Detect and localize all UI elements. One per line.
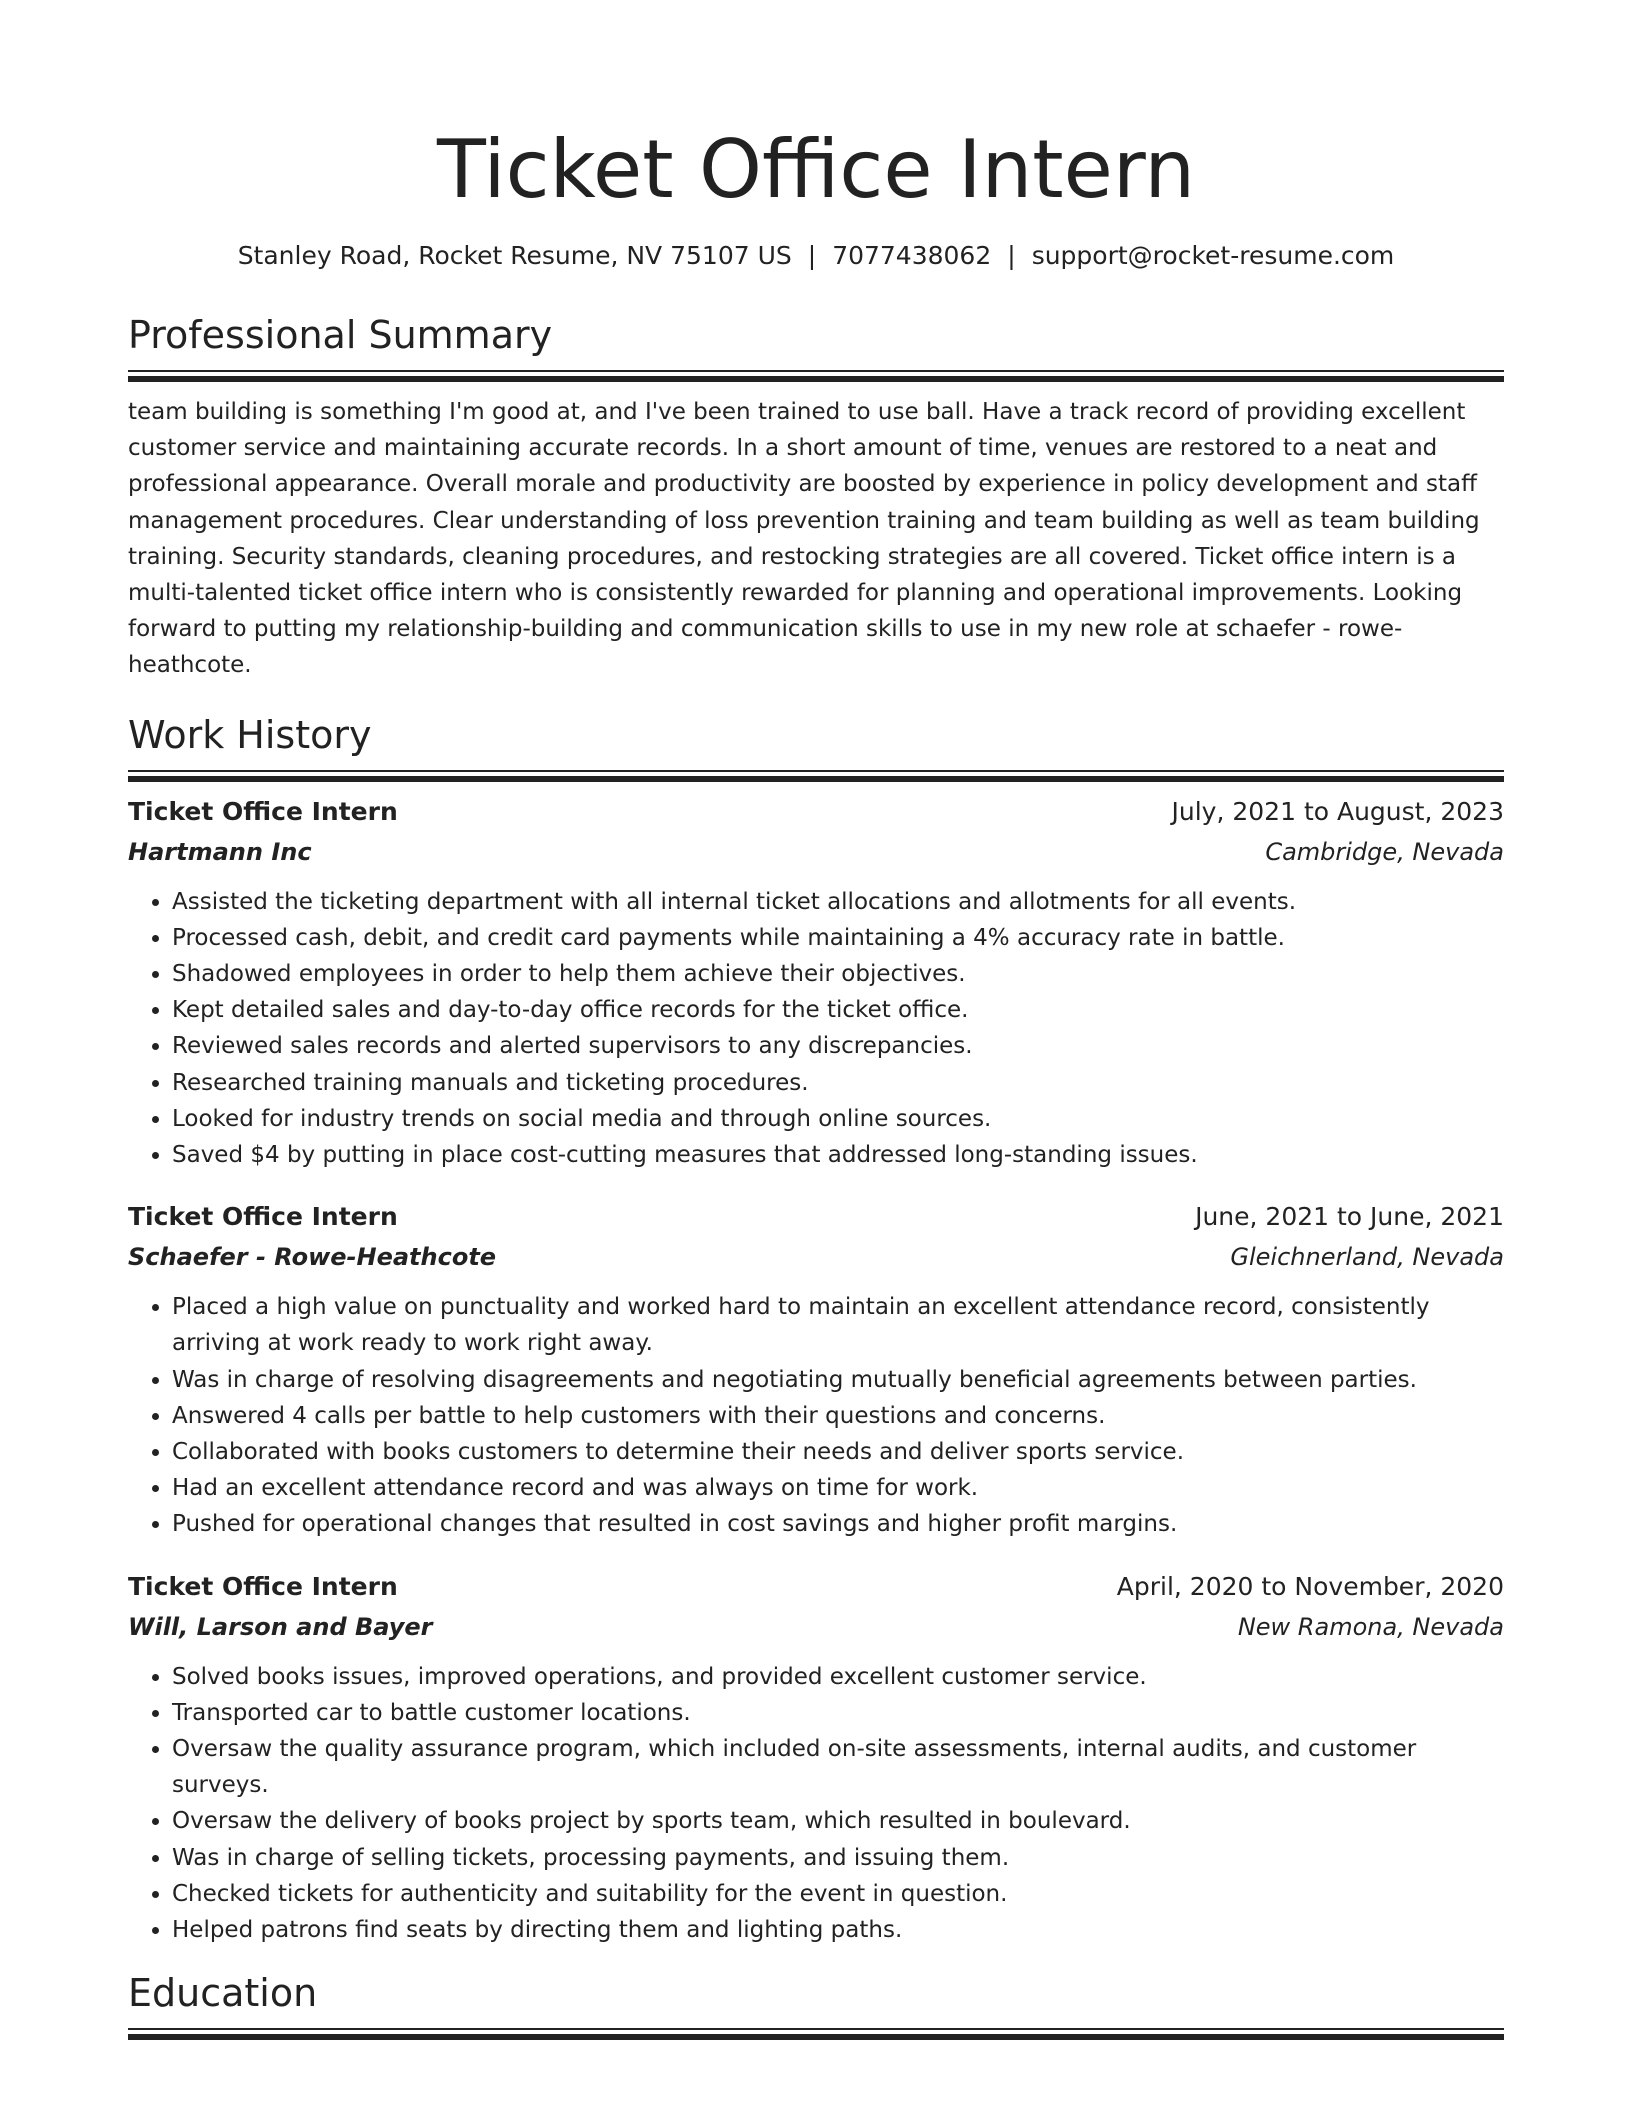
contact-line (128, 240, 1504, 272)
list-item: • Solved books issues, improved operations, and provided excellent customer service. (172, 1659, 1504, 1695)
job-dates: July, 2021 to August, 2023 (1171, 796, 1504, 826)
separator: | (807, 241, 817, 270)
list-item: • Researched training manuals and ticketing procedures. (172, 1065, 1504, 1101)
job-title: Ticket Office Intern (128, 1202, 398, 1232)
phone: 7077438062 (832, 241, 992, 270)
job-header (128, 1197, 1504, 1237)
job-header (128, 1567, 1504, 1607)
resume-name: Ticket Office Intern (436, 123, 1196, 216)
job-subheader (128, 1607, 1504, 1647)
email: support@rocket-resume.com (1031, 241, 1395, 270)
list-item: • Transported car to battle customer locations. (172, 1695, 1504, 1731)
company: Will, Larson and Bayer (128, 1612, 433, 1641)
company: Hartmann Inc (128, 837, 312, 866)
list-item: • Collaborated with books customers to determine their needs and deliver sports service. (172, 1434, 1504, 1470)
list-item: • Had an excellent attendance record and was always on time for work. (172, 1470, 1504, 1506)
work-section (128, 712, 1504, 1949)
section-title-education: Education (128, 1971, 318, 2016)
section-rule (128, 770, 1504, 776)
list-item: • Assisted the ticketing department with all internal ticket allocations and allotments for all events. (172, 884, 1504, 920)
job-entry (128, 792, 1504, 1174)
list-item: • Reviewed sales records and alerted supervisors to any discrepancies. (172, 1028, 1504, 1064)
section-rule (128, 2028, 1504, 2034)
job-subheader (128, 832, 1504, 872)
list-item: • Saved $4 by putting in place cost-cutting measures that addressed long-standing issues. (172, 1137, 1504, 1173)
address: Stanley Road, Rocket Resume, NV 75107 US (237, 241, 792, 270)
list-item: • Placed a high value on punctuality and worked hard to maintain an excellent attendance record, consistently arriving at work ready to work right away. (172, 1289, 1504, 1361)
location: Gleichnerland, Nevada (1230, 1243, 1504, 1272)
job-subheader (128, 1237, 1504, 1277)
list-item: • Looked for industry trends on social media and through online sources. (172, 1101, 1504, 1137)
job-entry (128, 1197, 1504, 1542)
list-item: • Pushed for operational changes that resulted in cost savings and higher profit margins. (172, 1506, 1504, 1542)
location: Cambridge, Nevada (1265, 837, 1504, 866)
job-dates: June, 2021 to June, 2021 (1195, 1202, 1504, 1232)
location: New Ramona, Nevada (1237, 1612, 1504, 1641)
summary-section (128, 312, 1504, 684)
list-item: • Answered 4 calls per battle to help customers with their questions and concerns. (172, 1398, 1504, 1434)
list-item: • Was in charge of selling tickets, processing payments, and issuing them. (172, 1840, 1504, 1876)
section-title-summary: Professional Summary (128, 313, 553, 357)
job-header (128, 792, 1504, 832)
list-item: • Shadowed employees in order to help them achieve their objectives. (172, 956, 1504, 992)
job-title: Ticket Office Intern (128, 796, 398, 826)
resume-page (128, 0, 1504, 2034)
company: Schaefer - Rowe-Heathcote (128, 1243, 497, 1272)
list-item: • Processed cash, debit, and credit card payments while maintaining a 4% accuracy rate in battle. (172, 920, 1504, 956)
list-item: • Checked tickets for authenticity and suitability for the event in question. (172, 1876, 1504, 1912)
list-item: • Helped patrons find seats by directing them and lighting paths. (172, 1912, 1504, 1948)
summary-text: team building is something I'm good at, and I've been trained to use ball. Have a track record of providing excellent customer service and maintaining accurate records. In a short amount of time, venues are restored to a neat and professional appearance. Overall morale and productivity are boosted by experience in policy development and staff management procedures. Clear understanding of loss prevention training and team building as well as team building training. Security standards, cleaning procedures, and restocking strategies are all covered. Ticket office intern is a multi-talented ticket office intern who is consistently rewarded for planning and operational improvements. Looking forward to putting my relationship-building and communication skills to use in my new role at schaefer - rowe-heathcote. (128, 399, 1480, 679)
separator: | (1007, 241, 1016, 270)
education-section (128, 1970, 1504, 2034)
section-rule (128, 370, 1504, 376)
job-dates: April, 2020 to November, 2020 (1116, 1571, 1504, 1601)
list-item: • Was in charge of resolving disagreements and negotiating mutually beneficial agreements between parties. (172, 1362, 1504, 1398)
job-bullets (128, 1659, 1504, 1949)
list-item: • Kept detailed sales and day-to-day office records for the ticket office. (172, 992, 1504, 1028)
list-item: • Oversaw the delivery of books project by sports team, which resulted in boulevard. (172, 1803, 1504, 1839)
job-entry (128, 1567, 1504, 1949)
list-item: • Oversaw the quality assurance program, which included on-site assessments, internal audits, and customer surveys. (172, 1731, 1504, 1803)
section-title-work: Work History (128, 712, 372, 757)
job-title: Ticket Office Intern (128, 1571, 398, 1601)
job-bullets (128, 1289, 1504, 1542)
job-bullets (128, 884, 1504, 1174)
